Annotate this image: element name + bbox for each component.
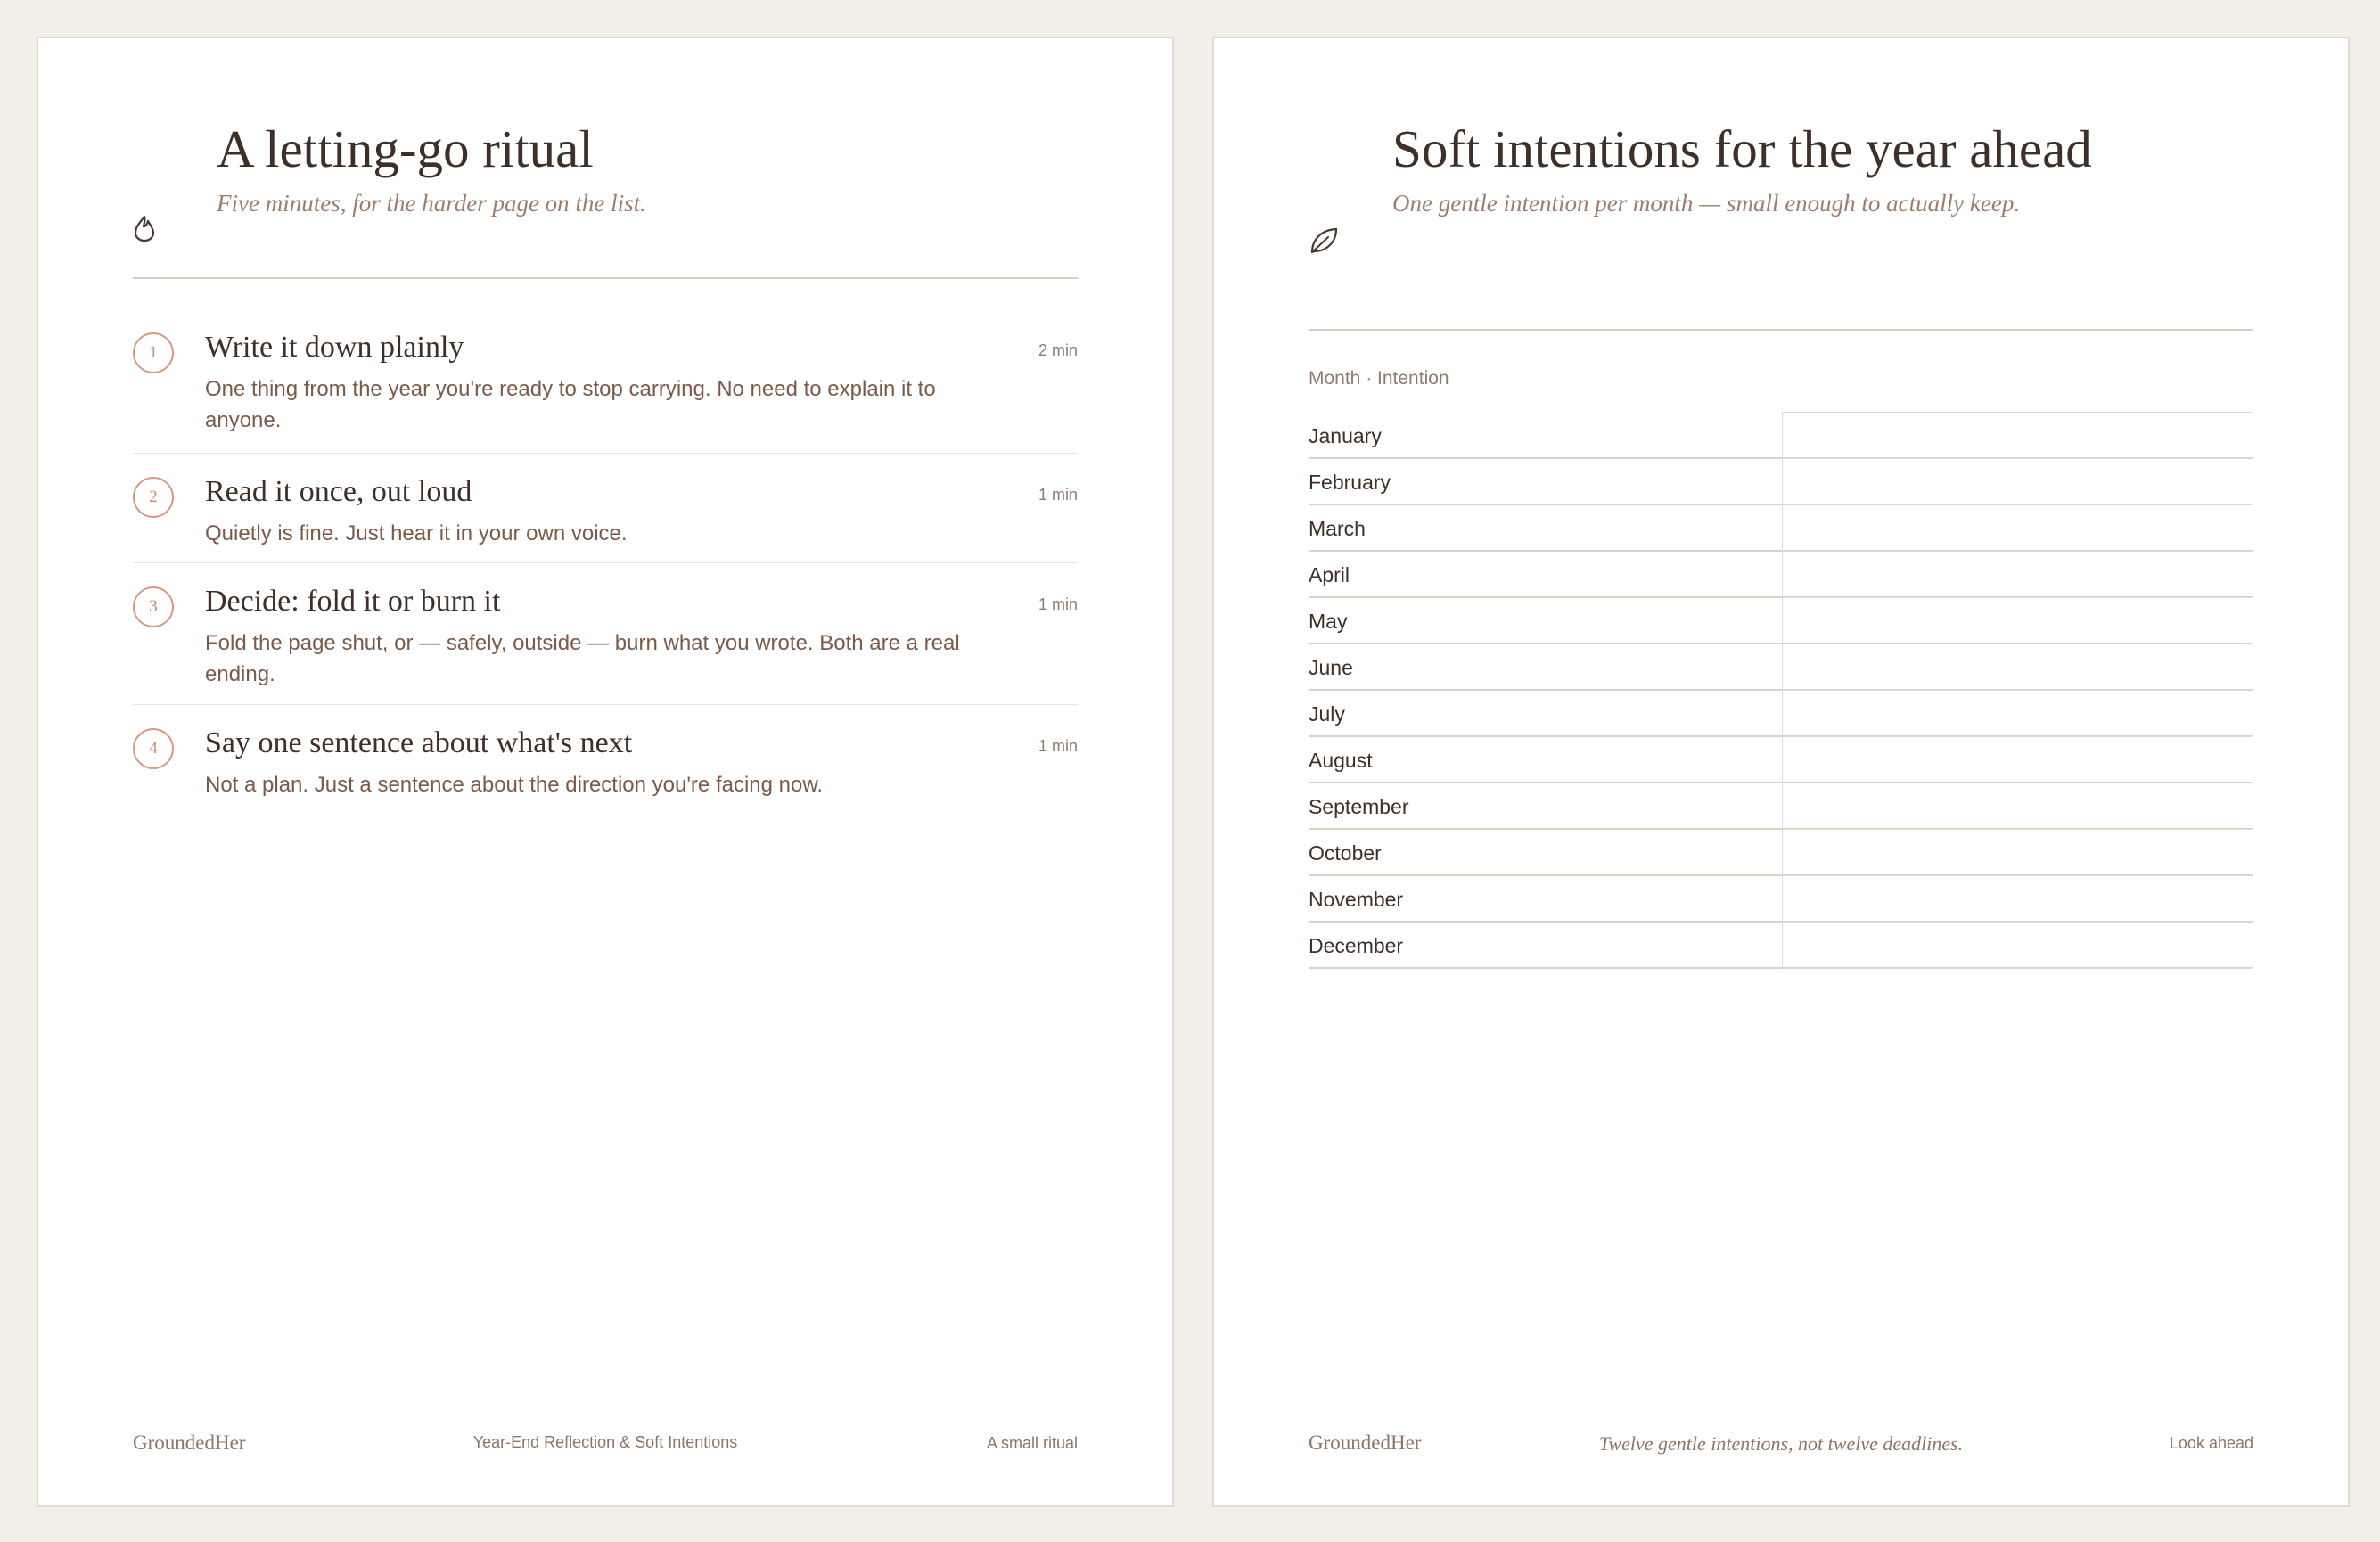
step-duration: 1 min bbox=[1038, 737, 1078, 755]
intention-input-cell[interactable] bbox=[1782, 551, 2253, 598]
intention-input-cell[interactable] bbox=[1782, 829, 2253, 876]
table-row bbox=[1309, 876, 2253, 923]
step-description: Quietly is fine. Just hear it in your own voice. bbox=[205, 521, 628, 545]
intention-input-cell[interactable] bbox=[1782, 736, 2253, 783]
intention-input-cell[interactable] bbox=[1782, 644, 2253, 691]
step-number-badge: 1 bbox=[133, 332, 174, 373]
ritual-step bbox=[133, 705, 1078, 812]
month-name: August bbox=[1309, 749, 1373, 772]
ritual-step bbox=[133, 563, 1078, 705]
step-title: Say one sentence about what's next bbox=[205, 726, 633, 759]
step-description: One thing from the year you're ready to stop carrying. No need to explain it to anyone. bbox=[205, 377, 936, 432]
month-name: October bbox=[1309, 841, 1382, 865]
table-row bbox=[1309, 505, 2253, 552]
step-title: Write it down plainly bbox=[205, 331, 464, 364]
footer-tagline: Twelve gentle intentions, not twelve deadlines. bbox=[1598, 1432, 1964, 1455]
table-column-label: Month · Intention bbox=[1309, 368, 1449, 389]
table-row bbox=[1309, 691, 2253, 737]
step-title: Decide: fold it or burn it bbox=[205, 585, 501, 618]
page-title: Soft intentions for the year ahead bbox=[1392, 119, 2092, 178]
intention-input-cell[interactable] bbox=[1782, 690, 2253, 737]
table-row bbox=[1309, 923, 2253, 969]
month-name: September bbox=[1309, 795, 1409, 818]
ritual-steps bbox=[133, 309, 1078, 812]
step-number-badge: 4 bbox=[133, 728, 174, 769]
page-subtitle: Five minutes, for the harder page on the list. bbox=[217, 190, 646, 217]
ritual-page bbox=[37, 37, 1174, 1507]
step-duration: 1 min bbox=[1038, 486, 1078, 504]
page-subtitle: One gentle intention per month — small enough to actually keep. bbox=[1392, 190, 2021, 217]
table-row bbox=[1309, 830, 2253, 876]
brand-name: GroundedHer bbox=[133, 1431, 246, 1454]
table-row bbox=[1309, 413, 2253, 459]
page-title: A letting-go ritual bbox=[217, 119, 594, 178]
intention-input-cell[interactable] bbox=[1782, 504, 2253, 552]
step-number-badge: 2 bbox=[133, 477, 174, 518]
intentions-table bbox=[1309, 413, 2253, 969]
page-footer bbox=[133, 1415, 1078, 1469]
intention-input-cell[interactable] bbox=[1782, 783, 2253, 830]
month-name: April bbox=[1309, 563, 1350, 586]
header-divider bbox=[1309, 329, 2253, 331]
footer-section-label: A small ritual bbox=[986, 1434, 1078, 1452]
month-name: March bbox=[1309, 517, 1366, 540]
month-name: May bbox=[1309, 610, 1348, 633]
step-description: Fold the page shut, or — safely, outside — burn what you wrote. Both are a real ending. bbox=[205, 631, 960, 686]
header-divider bbox=[133, 277, 1078, 279]
footer-document-title: Year-End Reflection & Soft Intentions bbox=[472, 1433, 738, 1451]
month-name: February bbox=[1309, 471, 1391, 494]
table-row bbox=[1309, 644, 2253, 691]
month-name: January bbox=[1309, 424, 1382, 447]
step-duration: 1 min bbox=[1038, 595, 1078, 613]
footer-section-label: Look ahead bbox=[2169, 1434, 2253, 1452]
ritual-step bbox=[133, 454, 1078, 563]
page-footer bbox=[1309, 1415, 2253, 1469]
step-number-badge: 3 bbox=[133, 586, 174, 627]
table-row bbox=[1309, 737, 2253, 783]
intentions-page bbox=[1212, 37, 2350, 1507]
ritual-step bbox=[133, 309, 1078, 454]
leaf-icon bbox=[1309, 226, 1339, 256]
month-name: June bbox=[1309, 656, 1353, 679]
month-name: July bbox=[1309, 702, 1345, 726]
month-name: November bbox=[1309, 888, 1404, 911]
intention-input-cell[interactable] bbox=[1782, 412, 2253, 459]
month-name: December bbox=[1309, 934, 1404, 957]
table-row bbox=[1309, 598, 2253, 644]
flame-icon bbox=[133, 215, 156, 242]
table-row bbox=[1309, 783, 2253, 830]
brand-name: GroundedHer bbox=[1309, 1431, 1422, 1454]
intention-input-cell[interactable] bbox=[1782, 597, 2253, 644]
intention-input-cell[interactable] bbox=[1782, 922, 2253, 969]
step-title: Read it once, out loud bbox=[205, 475, 472, 508]
step-duration: 2 min bbox=[1038, 341, 1078, 359]
intention-input-cell[interactable] bbox=[1782, 458, 2253, 505]
table-row bbox=[1309, 552, 2253, 598]
table-row bbox=[1309, 459, 2253, 505]
intention-input-cell[interactable] bbox=[1782, 875, 2253, 923]
step-description: Not a plan. Just a sentence about the direction you're facing now. bbox=[205, 773, 824, 797]
